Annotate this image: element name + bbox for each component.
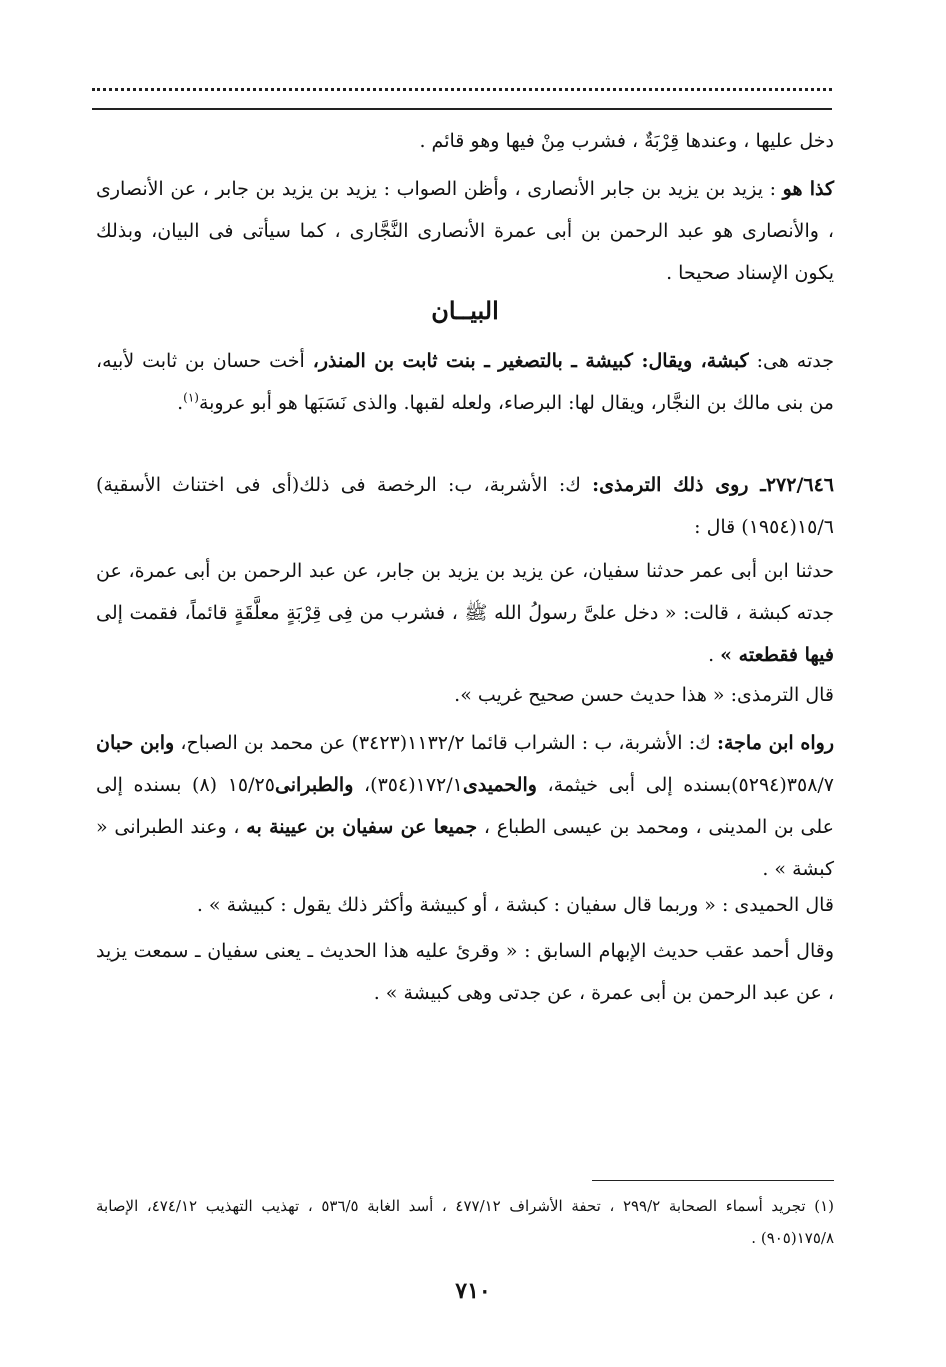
ibnmajah-text-1: ك: الأشربة، ب : الشراب قائما ١١٣٢/٢(٣٤٢٣) عن محمد بن الصباح، xyxy=(174,732,717,754)
bayan-paragraph xyxy=(96,340,834,424)
ibnmajah-text-5: ، وعند الطبرانى « كبشة » . xyxy=(96,816,834,880)
hadith-text: حدثنا ابن أبى عمر حدثنا سفيان، عن يزيد بن يزيد بن جابر، عن عبد الرحمن بن أبى عمرة، عن جدته كبشة ، قالت: « دخل علىَّ رسولُ الله ﷺ ، فشرب من فِى قِرْبَةٍ معلَّقَةٍ قائماً، فقمت إلى xyxy=(96,560,834,624)
humaydi-paragraph xyxy=(96,884,834,926)
continuation-text: دخل عليها ، وعندها قِرْبَةٌ ، فشرب مِنْ فيها وهو قائم . xyxy=(419,130,834,152)
hadith-paragraph xyxy=(96,550,834,676)
continuation-line xyxy=(96,120,834,162)
entry-number: ٢٧٢/٦٤٦ـ روى ذلك الترمذى: xyxy=(592,474,834,496)
tirmidhi-paragraph xyxy=(96,674,834,716)
ibnmajah-bold-5: جميعا عن سفيان بن عيينة به xyxy=(246,816,478,838)
humaydi-bold: والحميدى xyxy=(462,774,537,796)
top-rule xyxy=(92,108,832,110)
footnote xyxy=(96,1190,834,1254)
hadith-bold: فيها فقطعته » xyxy=(720,644,834,666)
ibnhibban-bold: وابن حبان xyxy=(96,732,175,754)
tabarani-bold: والطبرانى xyxy=(274,774,354,796)
tirmidhi-text: قال الترمذى: « هذا حديث حسن صحيح غريب ». xyxy=(454,684,834,706)
footnote-text: (١) تجريد أسماء الصحابة ٢٩٩/٢ ، تحفة الأشراف ٤٧٧/١٢ ، أسد الغابة ٥٣٦/٥ ، تهذيب التهذيب ٤٧٤/١٢، الإصابة ١٧٥/٨(٩٠٥) . xyxy=(96,1197,834,1247)
note-paragraph xyxy=(96,168,834,294)
hadith-end: . xyxy=(708,644,721,666)
section-heading: البيــان xyxy=(431,296,499,325)
ibnmajah-bold-1: رواه ابن ماجة: xyxy=(716,732,834,754)
footnote-rule xyxy=(592,1180,834,1181)
note-label: كذا هو xyxy=(782,178,834,200)
bayan-text-1: جدته هى: xyxy=(748,350,835,372)
ibnmajah-text-4: ١٥/٢٥ (٨) بسنده إلى على بن المدينى ، ومحمد بن عيسى الطباع ، xyxy=(96,774,834,838)
note-text: : يزيد بن يزيد بن جابر الأنصارى ، وأظن الصواب : يزيد بن يزيد بن جابر ، عن الأنصارى ، والأنصارى هو عبد الرحمن بن أبى عمرة الأنصارى النَّجَّارى ، كما سيأتى فى البيان، وبذلك يكون الإسناد صحيحا . xyxy=(96,178,834,284)
ahmad-paragraph xyxy=(96,930,834,1014)
bayan-bold-1: كبشة، ويقال: كبيشة ـ بالتصغير ـ بنت ثابت بن المنذر، xyxy=(312,350,749,372)
ibnmajah-text-2: ٣٥٨/٧(٥٢٩٤)بسنده إلى أبى خيثمة، xyxy=(536,774,835,796)
page-number: ٧١٠ xyxy=(455,1278,491,1304)
humaydi-text: قال الحميدى : « وربما قال سفيان : كبشة ، أو كبيشة وأكثر ذلك يقول : كبيشة » . xyxy=(196,894,834,916)
bayan-text-2: أخت حسان بن ثابت لأبيه، من بنى مالك بن النجَّار، ويقال لها: البرصاء، ولعله لقبها. والذى نَسَبَها هو أبو عروبة xyxy=(96,350,834,414)
ibnmajah-paragraph xyxy=(96,722,834,890)
ahmad-text: وقال أحمد عقب حديث الإبهام السابق : « وقرئ عليه هذا الحديث ـ يعنى سفيان ـ سمعت يزيد ، عن عبد الرحمن بن أبى عمرة ، عن جدتى وهى كبيشة » . xyxy=(96,940,834,1004)
entry-text: ك: الأشربة، ب: الرخصة فى ذلك(أى فى اختناث الأسقية) ١٥/٦(١٩٥٤) قال : xyxy=(96,474,834,538)
entry-header xyxy=(96,464,834,548)
dotted-rule xyxy=(92,80,832,91)
ibnmajah-text-3: ١٧٢/١(٣٥٤)، xyxy=(353,774,463,796)
bayan-text-3: . xyxy=(177,392,184,414)
footnote-ref[interactable]: (١) xyxy=(183,390,199,405)
